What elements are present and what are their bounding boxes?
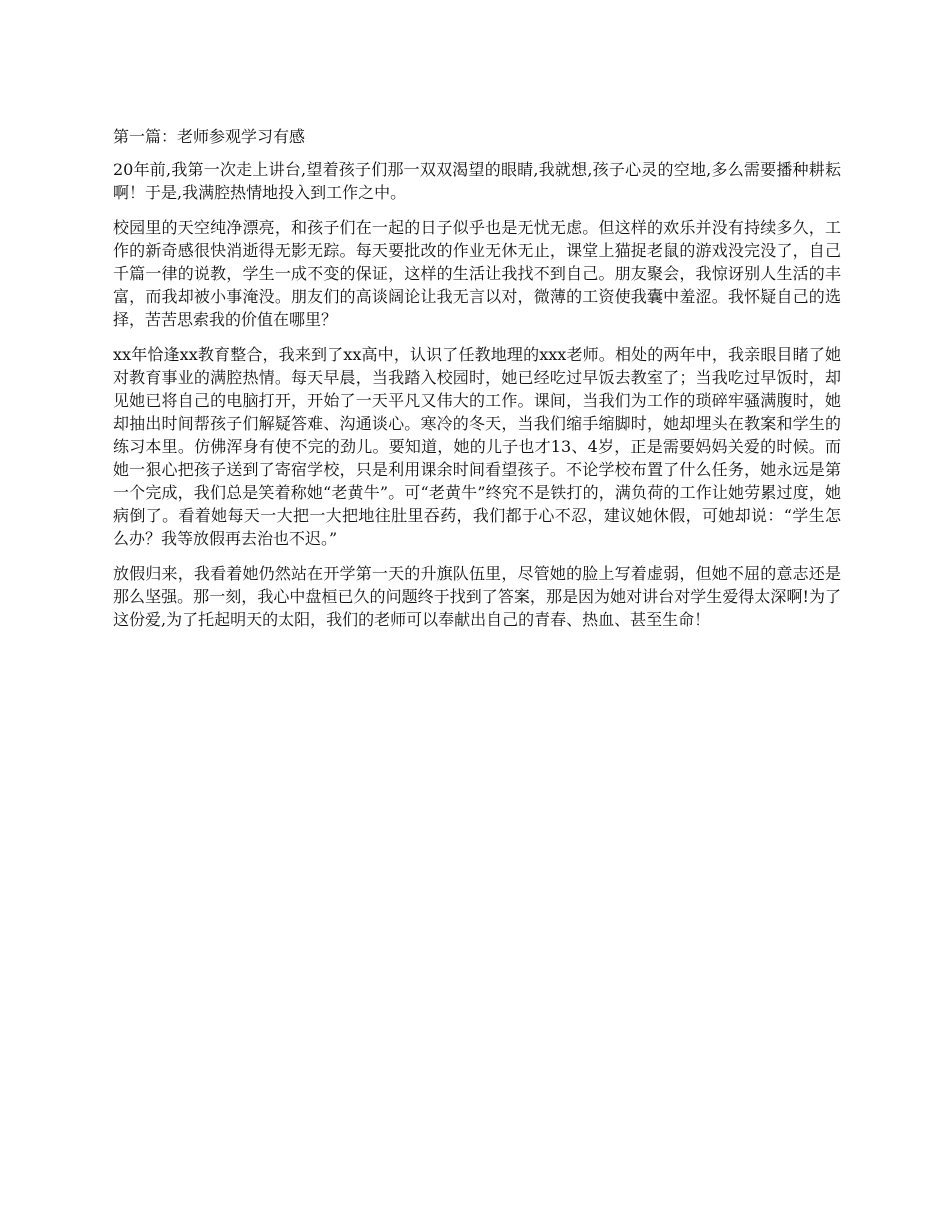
paragraph-4: 放假归来，我看着她仍然站在开学第一天的升旗队伍里，尽管她的脸上写着虚弱，但她不屈的意志还是那么坚强。那一刻，我心中盘桓已久的问题终于找到了答案，那是因为她对讲台对学生爱得太深啊!为了这份爱,为了托起明天的太阳，我们的老师可以奉献出自己的青春、热血、甚至生命！ — [113, 564, 841, 629]
document-page — [113, 126, 841, 643]
document-title: 第一篇：老师参观学习有感 — [113, 127, 306, 146]
paragraph-2: 校园里的天空纯净漂亮，和孩子们在一起的日子似乎也是无忧无虑。但这样的欢乐并没有持续多久，工作的新奇感很快消逝得无影无踪。每天要批改的作业无休无止，课堂上猫捉老鼠的游戏没完没了，自己千篇一律的说教，学生一成不变的保证，这样的生活让我找不到自己。朋友聚会，我惊讶别人生活的丰富，而我却被小事淹没。朋友们的高谈阔论让我无言以对，微薄的工资使我囊中羞涩。我怀疑自己的选择，苦苦思索我的价值在哪里？ — [113, 218, 841, 329]
paragraph-1: 20年前,我第一次走上讲台,望着孩子们那一双双渴望的眼睛,我就想,孩子心灵的空地,多么需要播种耕耘啊！于是,我满腔热情地投入到工作之中。 — [113, 160, 841, 202]
paragraph-3: xx年恰逢xx教育整合，我来到了xx高中，认识了任教地理的xxx老师。相处的两年中，我亲眼目睹了她对教育事业的满腔热情。每天早晨，当我踏入校园时，她已经吃过早饭去教室了；当我吃过早饭时，却见她已将自己的电脑打开，开始了一天平凡又伟大的工作。课间，当我们为工作的琐碎牢骚满腹时，她却抽出时间帮孩子们解疑答难、沟通谈心。寒冷的冬天，当我们缩手缩脚时，她却埋头在教案和学生的练习本里。仿佛浑身有使不完的劲儿。要知道，她的儿子也才13、4岁，正是需要妈妈关爱的时候。而她一狠心把孩子送到了寄宿学校，只是利用课余时间看望孩子。不论学校布置了什么任务，她永远是第一个完成，我们总是笑着称她“老黄牛”。可“老黄牛”终究不是铁打的，满负荷的工作让她劳累过度，她病倒了。看着她每天一大把一大把地往肚里吞药，我们都于心不忍，建议她休假，可她却说：“学生怎么办？我等放假再去治也不迟。” — [113, 345, 841, 548]
